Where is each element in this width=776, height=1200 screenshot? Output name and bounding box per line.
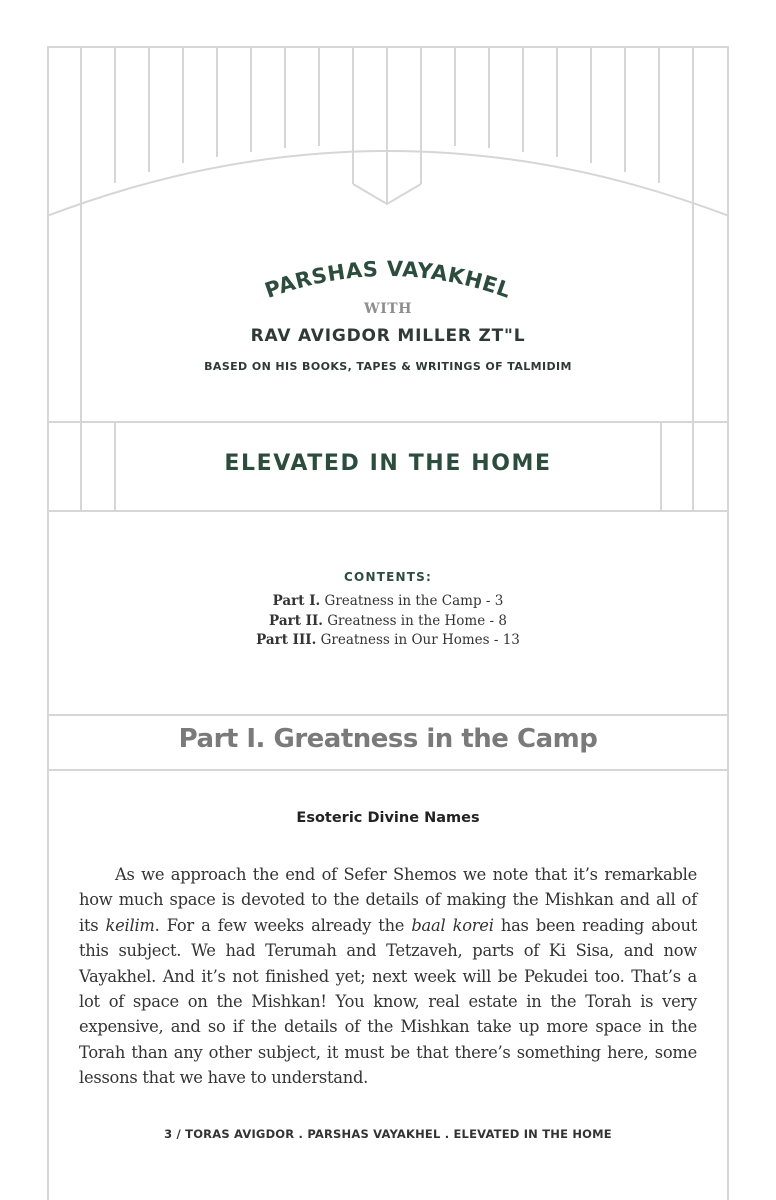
svg-text:PARSHAS VAYAKHEL bbox=[262, 257, 515, 303]
toc-part: Part I. bbox=[272, 593, 321, 609]
toc-part: Part III. bbox=[256, 632, 317, 648]
toc-item[interactable] bbox=[0, 612, 776, 632]
page-footer: 3 / TORAS AVIGDOR . PARSHAS VAYAKHEL . ELEVATED IN THE HOME bbox=[164, 1127, 612, 1141]
section-subheading: Esoteric Divine Names bbox=[296, 810, 480, 826]
section-heading: Part I. Greatness in the Camp bbox=[178, 724, 598, 754]
subtitle: BASED ON HIS BOOKS, TAPES & WRITINGS OF TALMIDIM bbox=[204, 360, 572, 373]
toc-part: Part II. bbox=[269, 612, 323, 629]
divider-line bbox=[47, 421, 729, 423]
series-title-arc bbox=[238, 240, 538, 310]
divider-line bbox=[47, 769, 729, 771]
paragraph-italic: baal korei bbox=[411, 915, 494, 935]
contents-label: CONTENTS: bbox=[344, 570, 432, 584]
series-title: PARSHAS VAYAKHEL bbox=[261, 256, 515, 303]
paragraph-text: has been reading about this subject. We had Terumah and Tetzaveh, parts of Ki Sisa, and now Vayakhel. And it’s not finished yet; next week will be Pekudei too. That’s a lot of space on the Mishkan! You know, real estate in the Torah is very expensive, and so if the details of the Mishkan take up more space in the Torah than any other subject, it must be that there’s something here, some lessons that we have to understand. bbox=[79, 915, 697, 1088]
article-title: ELEVATED IN THE HOME bbox=[224, 451, 552, 476]
table-of-contents bbox=[0, 592, 776, 651]
paragraph-italic: keilim bbox=[105, 915, 155, 935]
divider-line bbox=[47, 714, 729, 716]
toc-item[interactable] bbox=[0, 592, 776, 612]
body-paragraph bbox=[79, 862, 697, 1091]
toc-title: Greatness in the Home - 8 bbox=[327, 612, 507, 629]
toc-title: Greatness in the Camp - 3 bbox=[324, 593, 504, 609]
paragraph-text: . For a few weeks already the bbox=[154, 915, 412, 935]
toc-title: Greatness in Our Homes - 13 bbox=[320, 632, 520, 648]
paragraph-text: As we approach the end of Sefer Shemos we note that it’s remarkable how much space is devoted to the details of making the Mishkan and all of its bbox=[79, 865, 697, 935]
toc-item[interactable] bbox=[0, 631, 776, 651]
with-label: WITH bbox=[364, 301, 412, 317]
divider-line bbox=[47, 510, 729, 512]
author-name: RAV AVIGDOR MILLER ZT"L bbox=[250, 326, 526, 346]
